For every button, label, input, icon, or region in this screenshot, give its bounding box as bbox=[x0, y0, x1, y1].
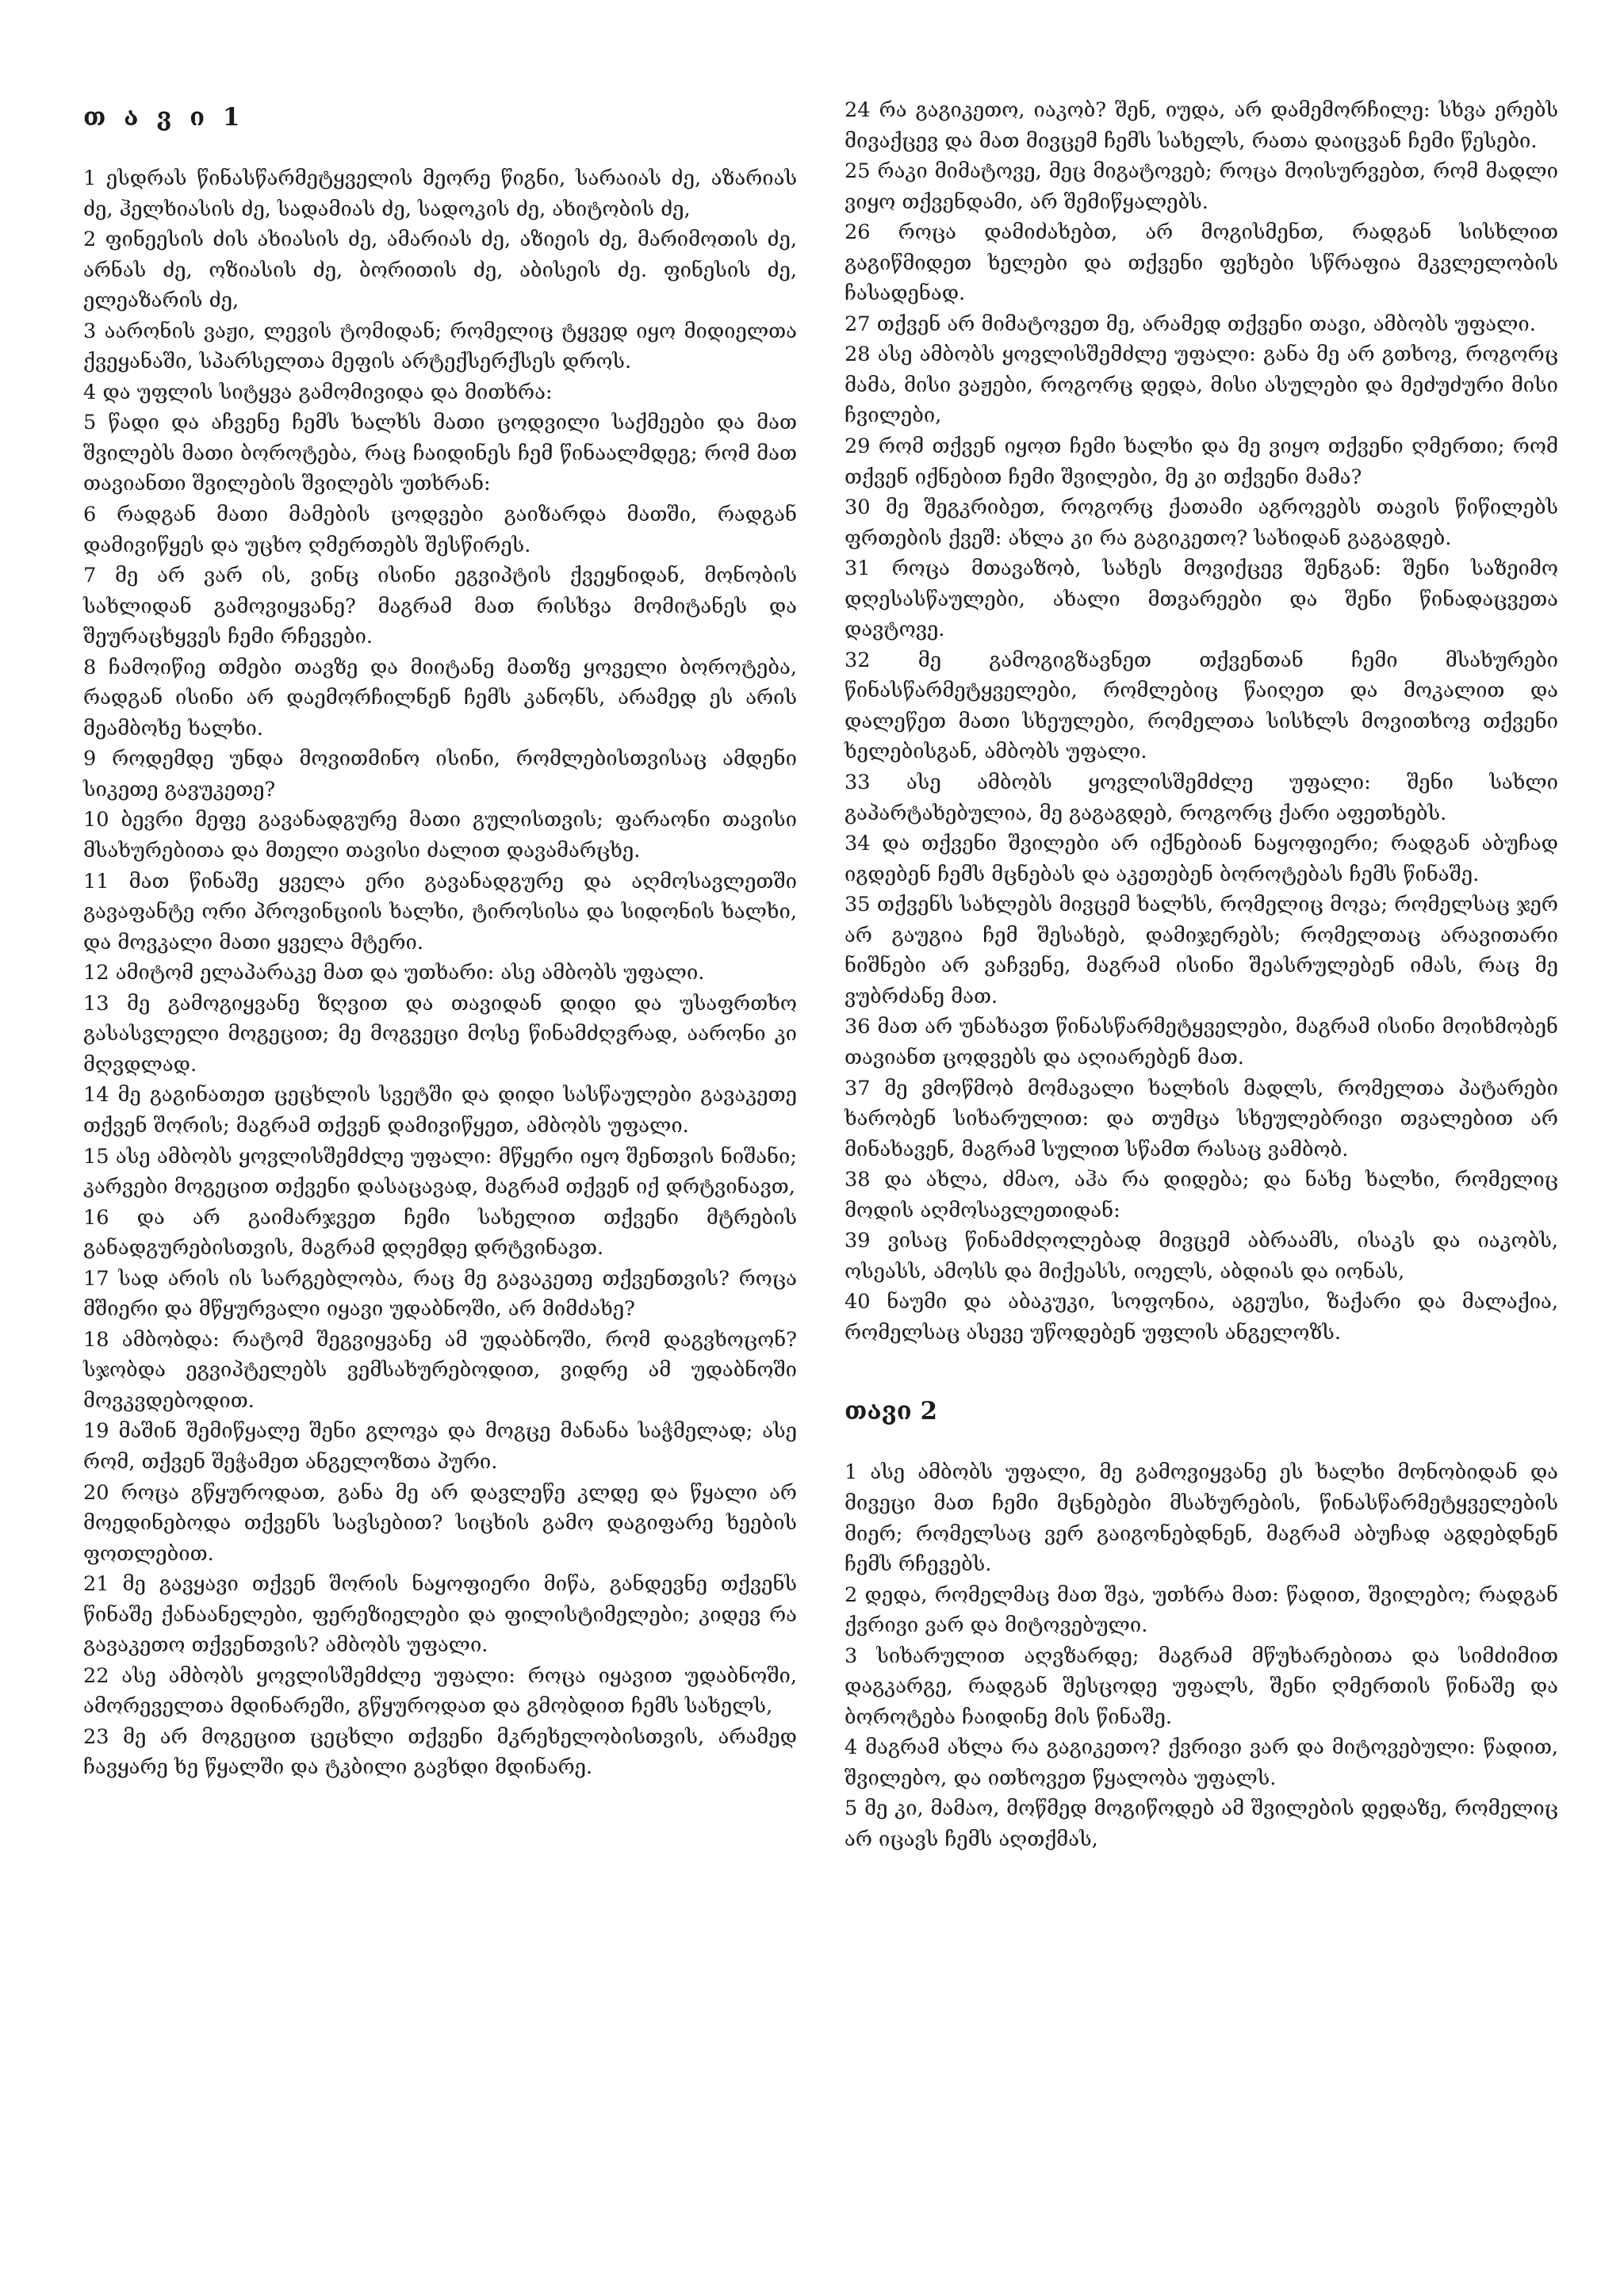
verse-1-6: 6 რადგან მათი მამების ცოდვები გაიზარდა მათში, რადგან დამივიწყეს და უცხო ღმერთებს შესწირეს. bbox=[83, 503, 797, 557]
verse-1-20: 20 როცა გწყუროდათ, განა მე არ დავლეწე კლდე და წყალი არ მოედინებოდა თქვენს სავსებით? სიცხის გამო დაგიფარე ხეების ფოთლებით. bbox=[83, 1480, 797, 1566]
verse-1-30: 30 მე შეგკრიბეთ, როგორც ქათამი აგროვებს თავის წიწილებს ფრთების ქვეშ: ახლა კი რა გაგიკეთო? სახიდან გაგაგდებ. bbox=[845, 496, 1558, 550]
verse-2-4: 4 მაგრამ ახლა რა გაგიკეთო? ქვრივი ვარ და მიტოვებული: წადით, შვილებო, და ითხოვეთ წყალობა უფალს. bbox=[845, 1735, 1558, 1790]
verse-1-26: 26 როცა დამიძახებთ, არ მოგისმენთ, რადგან სისხლით გაგიწმიდეთ ხელები და თქვენი ფეხები სწრაფია მკვლელობის ჩასადენად. bbox=[845, 220, 1558, 306]
verse-1-17: 17 სად არის ის სარგებლობა, რაც მე გავაკეთე თქვენთვის? როცა მშიერი და მწყურვალი იყავი უდაბნოში, არ მიმძახე? bbox=[83, 1266, 797, 1322]
left-column bbox=[83, 95, 797, 1783]
verse-1-12: 12 ამიტომ ელაპარაკე მათ და უთხარი: ასე ამბობს უფალი. bbox=[83, 961, 705, 985]
verse-1-10: 10 ბევრი მეფე გავანადგურე მათი გულისთვის; ფარაონი თავისი მსახურებითა და მთელი თავისი ძალით დავამარცხე. bbox=[83, 808, 797, 863]
verse-1-15: 15 ასე ამბობს ყოვლისშემძლე უფალი: მწყერი იყო შენთვის ნიშანი; კარვები მოგეცით თქვენი დასაცავად, მაგრამ თქვენ იქ დრტვინავთ, bbox=[83, 1144, 797, 1200]
verse-1-23: 23 მე არ მოგეცით ცეცხლი თქვენი მკრეხელობისთვის, არამედ ჩავყარე ხე წყალში და ტკბილი გავხდი მდინარე. bbox=[83, 1724, 797, 1780]
verse-1-37: 37 მე ვმოწმობ მომავალი ხალხის მადლს, რომელთა პატარები ხარობენ სიხარულით: და თუმცა სხეულებრივი თვალებით არ მინახავენ, მაგრამ სულით სწამთ რასაც ვამბობ. bbox=[845, 1076, 1558, 1161]
chapter-2-heading: თავი 2 bbox=[845, 1397, 938, 1426]
verse-1-8: 8 ჩამოიწიე თმები თავზე და მიიტანე მათზე ყოველი ბოროტება, რადგან ისინი არ დაემორჩილნენ ჩემს კანონს, არამედ ეს არის მეამბოხე ხალხი. bbox=[83, 655, 797, 740]
verse-1-35: 35 თქვენს სახლებს მივცემ ხალხს, რომელიც მოვა; რომელსაც ჯერ არ გაუგია ჩემ შესახებ, დამიჯერებს; რომელთაც არავითარი ნიშნები არ ვაჩვენე, მაგრამ ისინი შეასრულებენ იმას, რაც მე ვუბრძანე მათ. bbox=[845, 893, 1558, 1008]
right-column bbox=[845, 95, 1558, 1855]
verse-1-24: 24 რა გაგიკეთო, იაკობ? შენ, იუდა, არ დამემორჩილე: სხვა ერებს მივაქცევ და მათ მივცემ ჩემს სახელს, რათა დაიცვან ჩემი წესები. bbox=[845, 98, 1558, 153]
verse-1-2: 2 ფინეესის ძის ახიასის ძე, ამარიას ძე, აზიეის ძე, მარიმოთის ძე, არნას ძე, ოზიასის ძე, ბორითის ძე, აბისეის ძე. ფინესის ძე, ელეაზარის ძე, bbox=[83, 228, 797, 313]
verse-1-9: 9 როდემდე უნდა მოვითმინო ისინი, რომლებისთვისაც ამდენი სიკეთე გავუკეთე? bbox=[83, 747, 797, 802]
verse-1-18: 18 ამბობდა: რატომ შეგვიყვანე ამ უდაბნოში, რომ დაგვხოცონ? სჯობდა ეგვიპტელებს ვემსახურებოდით, ვიდრე ამ უდაბნოში მოვკვდებოდით. bbox=[83, 1327, 797, 1413]
verse-1-4: 4 და უფლის სიტყვა გამომივიდა და მითხრა: bbox=[83, 380, 553, 404]
verse-1-36: 36 მათ არ უნახავთ წინასწარმეტყველები, მაგრამ ისინი მოიხმობენ თავიანთ ცოდვებს და აღიარებენ მათ. bbox=[845, 1015, 1558, 1070]
verse-1-40: 40 ნაუმი და აბაკუკი, სოფონია, აგეუსი, ზაქარი და მალაქია, რომელსაც ასევე უწოდებენ უფლის ანგელოზს. bbox=[845, 1290, 1558, 1345]
verse-1-28: 28 ასე ამბობს ყოვლისშემძლე უფალი: განა მე არ გთხოვ, როგორც მამა, მისი ვაჟები, როგორც დედა, მისი ასულები და მეძუძური მისი ჩვილები, bbox=[845, 342, 1558, 428]
verse-1-1: 1 ესდრას წინასწარმეტყველის მეორე წიგნი, სარაიას ძე, აზარიას ძე, ჰელხიასის ძე, სადამიას ძე, სადოკის ძე, ახიტობის ძე, bbox=[83, 166, 797, 221]
verse-1-5: 5 წადი და აჩვენე ჩემს ხალხს მათი ცოდვილი საქმეები და მათ შვილებს მათი ბოროტება, რაც ჩაიდინეს ჩემ წინაალმდეგ; რომ მათ თავიანთი შვილების შვილებს უთხრან: bbox=[83, 411, 797, 496]
verse-2-1: 1 ასე ამბობს უფალი, მე გამოვიყვანე ეს ხალხი მონობიდან და მივეცი მათ ჩემი მცნებები მსახურების, წინასწარმეტყველების მიერ; რომელსაც ვერ გაიგონებდნენ, მაგრამ აბუჩად აგდებდნენ ჩემს რჩევებს. bbox=[845, 1460, 1558, 1577]
verse-1-34: 34 და თქვენი შვილები არ იქნებიან ნაყოფიერი; რადგან აბუჩად იგდებენ ჩემს მცნებას და აკეთებენ ბოროტებას ჩემს წინაშე. bbox=[845, 832, 1558, 886]
verse-1-11: 11 მათ წინაშე ყველა ერი გავანადგურე და აღმოსავლეთში გავაფანტე ორი პროვინციის ხალხი, ტიროსისა და სიდონის ხალხი, და მოვკალი მათი ყველა მტერი. bbox=[83, 869, 797, 955]
verse-1-27: 27 თქვენ არ მიმატოვეთ მე, არამედ თქვენი თავი, ამბობს უფალი. bbox=[845, 312, 1536, 336]
verse-1-33: 33 ასე ამბობს ყოვლისშემძლე უფალი: შენი სახლი გაპარტახებულია, მე გაგაგდებ, როგორც ქარი აფეთხებს. bbox=[845, 771, 1558, 825]
verse-2-5: 5 მე კი, მამაო, მოწმედ მოგიწოდებ ამ შვილების დედაზე, რომელიც არ იცავს ჩემს აღთქმას, bbox=[845, 1797, 1558, 1851]
verse-1-7: 7 მე არ ვარ ის, ვინც ისინი ეგვიპტის ქვეყნიდან, მონობის სახლიდან გამოვიყვანე? მაგრამ მათ რისხვა მომიტანეს და შეურაცხყვეს ჩემი რჩევები. bbox=[83, 564, 797, 649]
verse-2-2: 2 დედა, რომელმაც მათ შვა, უთხრა მათ: წადით, შვილებო; რადგან ქვრივი ვარ და მიტოვებული. bbox=[845, 1582, 1558, 1638]
verse-1-3: 3 აარონის ვაჟი, ლევის ტომიდან; რომელიც ტყვედ იყო მიდიელთა ქვეყანაში, სპარსელთა მეფის არტექსერქსეს დროს. bbox=[83, 319, 797, 374]
verse-1-29: 29 რომ თქვენ იყოთ ჩემი ხალხი და მე ვიყო თქვენი ღმერთი; რომ თქვენ იქნებით ჩემი შვილები, მე კი თქვენი მამა? bbox=[845, 434, 1558, 489]
verse-1-14: 14 მე გაგინათეთ ცეცხლის სვეტში და დიდი სასწაულები გავაკეთე თქვენ შორის; მაგრამ თქვენ დამივიწყეთ, ამბობს უფალი. bbox=[83, 1083, 797, 1138]
verse-1-16: 16 და არ გაიმარჯვეთ ჩემი სახელით თქვენი მტრების განადგურებისთვის, მაგრამ დღემდე დრტვინავთ. bbox=[83, 1205, 797, 1261]
verse-1-32: 32 მე გამოგიგზავნეთ თქვენთან ჩემი მსახურები წინასწარმეტყველები, რომლებიც წაიღეთ და მოკალით და დალეწეთ მათი სხეულები, რომელთა სისხლს მოვითხოვ თქვენი ხელებისგან, ამბობს უფალი. bbox=[845, 648, 1558, 764]
chapter-1-heading: თ ა ვ ი 1 bbox=[83, 103, 245, 132]
verse-1-38: 38 და ახლა, ძმაო, აჰა რა დიდება; და ნახე ხალხი, რომელიც მოდის აღმოსავლეთიდან: bbox=[845, 1168, 1558, 1223]
verse-1-13: 13 მე გამოგიყვანე ზღვით და თავიდან დიდი და უსაფრთხო გასასვლელი მოგეცით; მე მოგვეცი მოსე წინამძღვრად, აარონი კი მღვდლად. bbox=[83, 991, 797, 1077]
verse-1-19: 19 მაშინ შემიწყალე შენი გლოვა და მოგცე მანანა საჭმელად; ასე რომ, თქვენ შეჭამეთ ანგელოზთა პური. bbox=[83, 1419, 797, 1474]
verse-1-22: 22 ასე ამბობს ყოვლისშემძლე უფალი: როცა იყავით უდაბნოში, ამორეველთა მდინარეში, გწყუროდათ და გმობდით ჩემს სახელს, bbox=[83, 1663, 797, 1719]
verse-1-39: 39 ვისაც წინამძღოლებად მივცემ აბრაამს, ისაკს და იაკობს, ოსეასს, ამოსს და მიქეასს, იოელს, აბდიას და იონას, bbox=[845, 1229, 1558, 1284]
verse-2-3: 3 სიხარულით აღვზარდე; მაგრამ მწუხარებითა და სიმძიმით დაგკარგე, რადგან შესცოდე უფალს, შენი ღმერთის წინაშე და ბოროტება ჩაიდინე მის წინაშე. bbox=[845, 1644, 1558, 1729]
verse-1-31: 31 როცა მთავაზობ, სახეს მოვიქცევ შენგან: შენი საზეიმო დღესასწაულები, ახალი მთვარეები და შენი წინადაცვეთა დავტოვე. bbox=[845, 557, 1558, 642]
verse-1-25: 25 რაკი მიმატოვე, მეც მიგატოვებ; როცა მოისურვებთ, რომ მადლი ვიყო თქვენდამი, არ შემიწყალებს. bbox=[845, 159, 1558, 214]
verse-1-21: 21 მე გავყავი თქვენ შორის ნაყოფიერი მიწა, განდევნე თქვენს წინაშე ქანაანელები, ფერეზიელები და ფილისტიმელები; კიდევ რა გავაკეთო თქვენთვის? ამბობს უფალი. bbox=[83, 1572, 797, 1658]
